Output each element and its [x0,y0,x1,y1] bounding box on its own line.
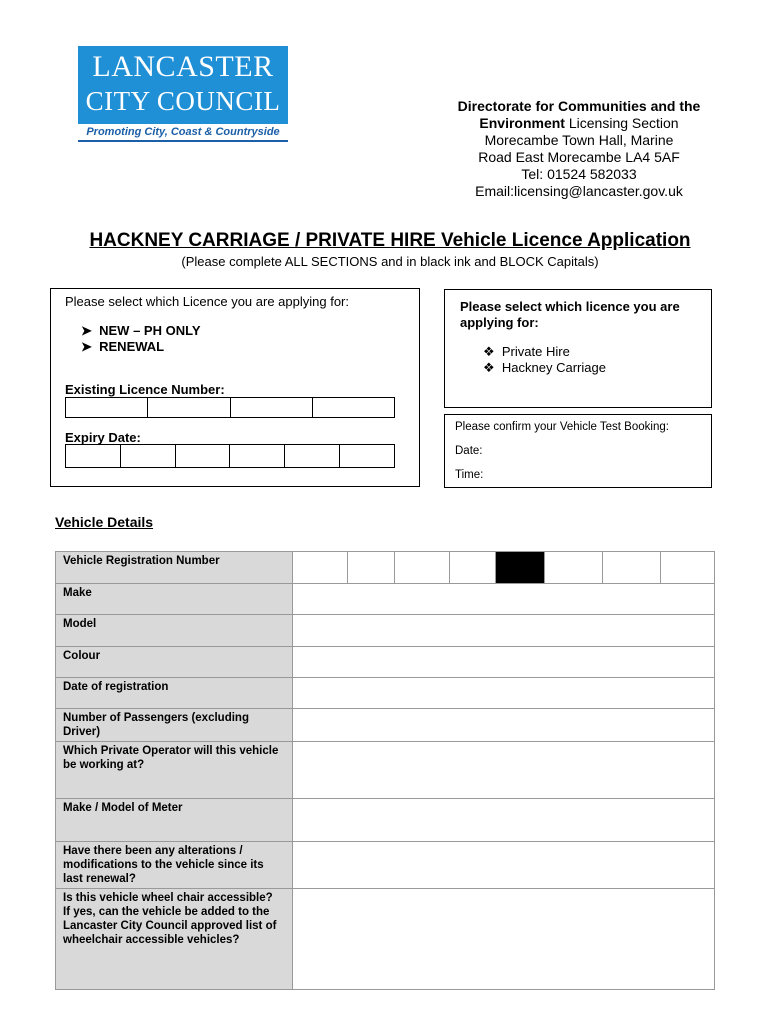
table-row [56,552,715,584]
registration-number-field[interactable] [293,552,715,584]
option-renewal-label: RENEWAL [99,339,165,354]
licence-choice-box [444,289,712,408]
address-line2-bold: Environment [479,115,565,131]
diamond-bullet-icon: ❖ [483,360,502,375]
arrow-bullet-icon: ➤ [81,339,100,354]
table-row [56,889,715,990]
council-address [440,98,718,200]
vehicle-test-booking-box [444,414,712,488]
passengers-field[interactable] [293,709,715,742]
address-line1: Directorate for Communities and the [457,98,701,114]
arrow-bullet-icon: ➤ [81,323,100,338]
registration-date-field[interactable] [293,678,715,709]
test-date-label[interactable]: Date: [455,445,483,457]
address-line3: Morecambe Town Hall, Marine [484,132,674,148]
row-label-meter: Make / Model of Meter [56,799,293,842]
licence-type-box [50,288,420,487]
wheelchair-field[interactable] [293,889,715,990]
row-label-alterations: Have there been any alterations / modifications to the vehicle since its last renewal? [56,842,293,889]
meter-field[interactable] [293,799,715,842]
test-booking-prompt: Please confirm your Vehicle Test Booking: [455,421,669,433]
table-row [56,842,715,889]
test-time-label[interactable]: Time: [455,469,484,481]
option-private-hire-label: Private Hire [501,344,570,359]
option-hackney-carriage[interactable] [483,360,606,376]
table-row [56,799,715,842]
form-title: HACKNEY CARRIAGE / PRIVATE HIRE Vehicle Licence Application [89,230,691,251]
logo-tagline: Promoting City, Coast & Countryside [78,126,288,142]
table-row [56,584,715,615]
logo-line1: LANCASTER [92,50,274,83]
vehicle-details-table [55,551,715,990]
address-line4: Road East Morecambe LA4 5AF [478,149,680,165]
alterations-field[interactable] [293,842,715,889]
table-row [56,678,715,709]
existing-licence-number-field[interactable] [65,397,395,418]
make-field[interactable] [293,584,715,615]
row-label-operator: Which Private Operator will this vehicle be working at? [56,742,293,799]
licence-type-prompt: Please select which Licence you are applying for: [65,294,349,309]
row-label-model: Model [56,615,293,647]
option-private-hire[interactable] [483,344,570,360]
expiry-date-field[interactable] [65,444,395,468]
table-row [56,742,715,799]
address-line2-rest: Licensing Section [564,115,679,131]
diamond-bullet-icon: ❖ [483,344,502,359]
colour-field[interactable] [293,647,715,678]
expiry-date-label: Expiry Date: [65,430,141,445]
address-phone: Tel: 01524 582033 [521,166,637,182]
model-field[interactable] [293,615,715,647]
logo-line2: CITY COUNCIL [85,86,281,116]
licence-choice-prompt: Please select which licence you are applying for: [460,299,680,330]
option-new-ph-label: NEW – PH ONLY [99,323,201,338]
row-label-registration: Vehicle Registration Number [56,552,293,584]
council-logo [78,46,288,144]
operator-field[interactable] [293,742,715,799]
existing-licence-label: Existing Licence Number: [65,382,225,397]
option-hackney-carriage-label: Hackney Carriage [501,360,606,375]
address-email: Email:licensing@lancaster.gov.uk [475,183,683,199]
option-new-ph[interactable] [81,323,201,339]
table-row [56,709,715,742]
row-label-passengers: Number of Passengers (excluding Driver) [56,709,293,742]
form-subtitle: (Please complete ALL SECTIONS and in black ink and BLOCK Capitals) [181,254,599,269]
table-row [56,615,715,647]
row-label-make: Make [56,584,293,615]
registration-blacked-cell [496,552,545,583]
row-label-colour: Colour [56,647,293,678]
table-row [56,647,715,678]
vehicle-details-heading: Vehicle Details [55,514,154,530]
row-label-registration-date: Date of registration [56,678,293,709]
row-label-wheelchair: Is this vehicle wheel chair accessible? If yes, can the vehicle be added to the Lancaster City Council approved list of wheelchair accessible vehicles? [56,889,293,990]
option-renewal[interactable] [81,339,164,355]
